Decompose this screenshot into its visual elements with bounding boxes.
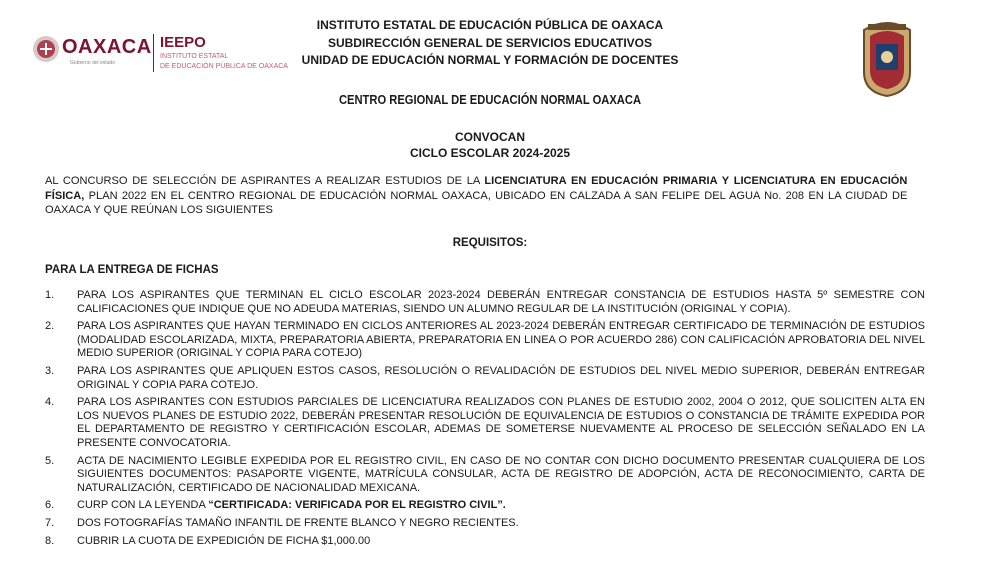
item-number: 6. — [45, 499, 55, 512]
list-item — [45, 365, 925, 392]
item-text-bold: “CERTIFICADA: VERIFICADA POR EL REGISTRO CIVIL”. — [208, 499, 506, 512]
list-item — [45, 396, 925, 450]
agency-line-2: DE EDUCACIÓN PÚBLICA DE OAXACA — [160, 63, 288, 70]
item-text: PARA LOS ASPIRANTES CON ESTUDIOS PARCIALES DE LICENCIATURA REALIZADOS CON PLANES DE ESTUDIO 2002, 2004 O 2012, QUE SOLICITEN ALTA EN LOS NUEVOS PLANES DE ESTUDIO 2022, DEBERÁN PRESENTAR RESOLUCIÓN DE EQUIVALENCIA DE ESTUDIOS O CONSTANCIA DE TRÁMITE EXPEDIDA POR EL DEPARTAMENTO DE REGISTRO Y CERTIFICACIÓN ESCOLAR, ADEMAS DE SOMETERSE NUEVAMENTE AL PROCESO DE SELECCIÓN SEÑALADO EN LA PRESENTE CONVOCATORIA. — [77, 396, 925, 449]
item-text: CURP CON LA LEYENDA — [77, 499, 209, 512]
header-line-3: UNIDAD DE EDUCACIÓN NORMAL Y FORMACIÓN DE DOCENTES — [301, 53, 679, 67]
logo-divider — [153, 34, 154, 72]
item-text: ACTA DE NACIMIENTO LEGIBLE EXPEDIDA POR EL REGISTRO CIVIL, EN CASO DE NO CONTAR CON DICHO DOCUMENTO PRESENTAR CUALQUIERA DE LOS SIGUIENTES DOCUMENTOS: PASAPORTE VIGENTE, MATRÍCULA CONSULAR, ACTA DE REGISTRO DE ADOPCIÓN, ACTA DE RECONOCIMIENTO, CARTA DE NATURALIZACIÓN, CERTIFICADO DE NACIONALIDAD MEXICANA. — [77, 454, 925, 494]
header-line-2: SUBDIRECCIÓN GENERAL DE SERVICIOS EDUCATIVOS — [327, 36, 653, 50]
list-item — [45, 289, 925, 316]
list-item — [45, 517, 925, 531]
agency-line-1: INSTITUTO ESTATAL — [160, 53, 229, 60]
school-year-heading: CICLO ESCOLAR 2024-2025 — [409, 146, 571, 160]
item-number: 2. — [45, 320, 55, 333]
header-line-1: INSTITUTO ESTATAL DE EDUCACIÓN PÚBLICA DE OAXACA — [316, 18, 664, 32]
oaxaca-seal-icon — [32, 34, 60, 64]
oaxaca-ieepo-logo — [12, 28, 287, 76]
list-item — [45, 499, 925, 513]
item-text: PARA LOS ASPIRANTES QUE HAYAN TERMINADO EN CICLOS ANTERIORES AL 2023-2024 DEBERÁN ENTREGAR CERTIFICADO DE TERMINACIÓN DE ESTUDIOS (MODALIDAD ESCOLARIZADA, MIXTA, PREPARATORIA ABIERTA, PREPARATORIA EN LINEA O POR ACUERDO 286) CON CALIFICACIÓN APROBATORIA DEL NIVEL MEDIO SUPERIOR (ORIGINAL Y COPIA PARA COTEJO) — [77, 320, 925, 360]
item-number: 8. — [45, 534, 55, 547]
intro-text-1: AL CONCURSO DE SELECCIÓN DE ASPIRANTES A REALIZAR ESTUDIOS DE LA — [45, 175, 485, 187]
document-title: CENTRO REGIONAL DE EDUCACIÓN NORMAL OAXACA — [338, 92, 642, 107]
intro-text-2: PLAN 2022 EN EL CENTRO REGIONAL DE EDUCACIÓN NORMAL OAXACA, UBICADO EN CALZADA A SAN FELIPE DEL AGUA No. 208 EN LA CIUDAD DE OAXACA Y QUE REÚNAN LOS SIGUIENTES — [45, 189, 908, 216]
brand-name: OAXACA — [62, 36, 152, 58]
intro-text-bold: LICENCIATURA EN EDUCACIÓN PRIMARIA Y LICENCIATURA EN EDUCACIÓN FÍSICA, — [45, 175, 908, 202]
item-number: 7. — [45, 516, 55, 529]
coat-of-arms-icon — [858, 16, 916, 98]
item-text: PARA LOS ASPIRANTES QUE APLIQUEN ESTOS CASOS, RESOLUCIÓN O REVALIDACIÓN DE ESTUDIOS DEL NIVEL MEDIO SUPERIOR, DEBERÁN ENTREGAR ORIGINAL Y COPIA PARA COTEJO. — [77, 364, 925, 391]
brand-tagline: Gobierno del estado — [70, 60, 116, 66]
item-number: 3. — [45, 364, 55, 377]
list-item — [45, 535, 925, 549]
item-number: 4. — [45, 396, 55, 409]
item-text: CUBRIR LA CUOTA DE EXPEDICIÓN DE FICHA $1,000.00 — [77, 534, 371, 547]
item-text: DOS FOTOGRAFÍAS TAMAÑO INFANTIL DE FRENTE BLANCO Y NEGRO RECIENTES. — [77, 516, 519, 529]
intro-paragraph — [45, 174, 907, 218]
requirements-heading: REQUISITOS: — [452, 237, 528, 249]
requirements-list — [45, 289, 925, 552]
list-item — [45, 320, 925, 361]
section-heading: PARA LA ENTREGA DE FICHAS — [45, 264, 219, 276]
list-item — [45, 455, 925, 496]
item-number: 5. — [45, 454, 55, 467]
agency-name: IEEPO — [160, 34, 206, 51]
convocan-heading: CONVOCAN — [454, 130, 525, 144]
item-number: 1. — [45, 289, 55, 301]
item-text: PARA LOS ASPIRANTES QUE TERMINAN EL CICLO ESCOLAR 2023-2024 DEBERÁN ENTREGAR CONSTANCIA DE ESTUDIOS HASTA 5º SEMESTRE CON CALIFICACIONES QUE INDIQUE QUE NO ADEUDA MATERIAS, SIENDO UN ALUMNO REGULAR DE LA INSTITUCIÓN (ORIGINAL Y COPIA). — [77, 289, 925, 315]
